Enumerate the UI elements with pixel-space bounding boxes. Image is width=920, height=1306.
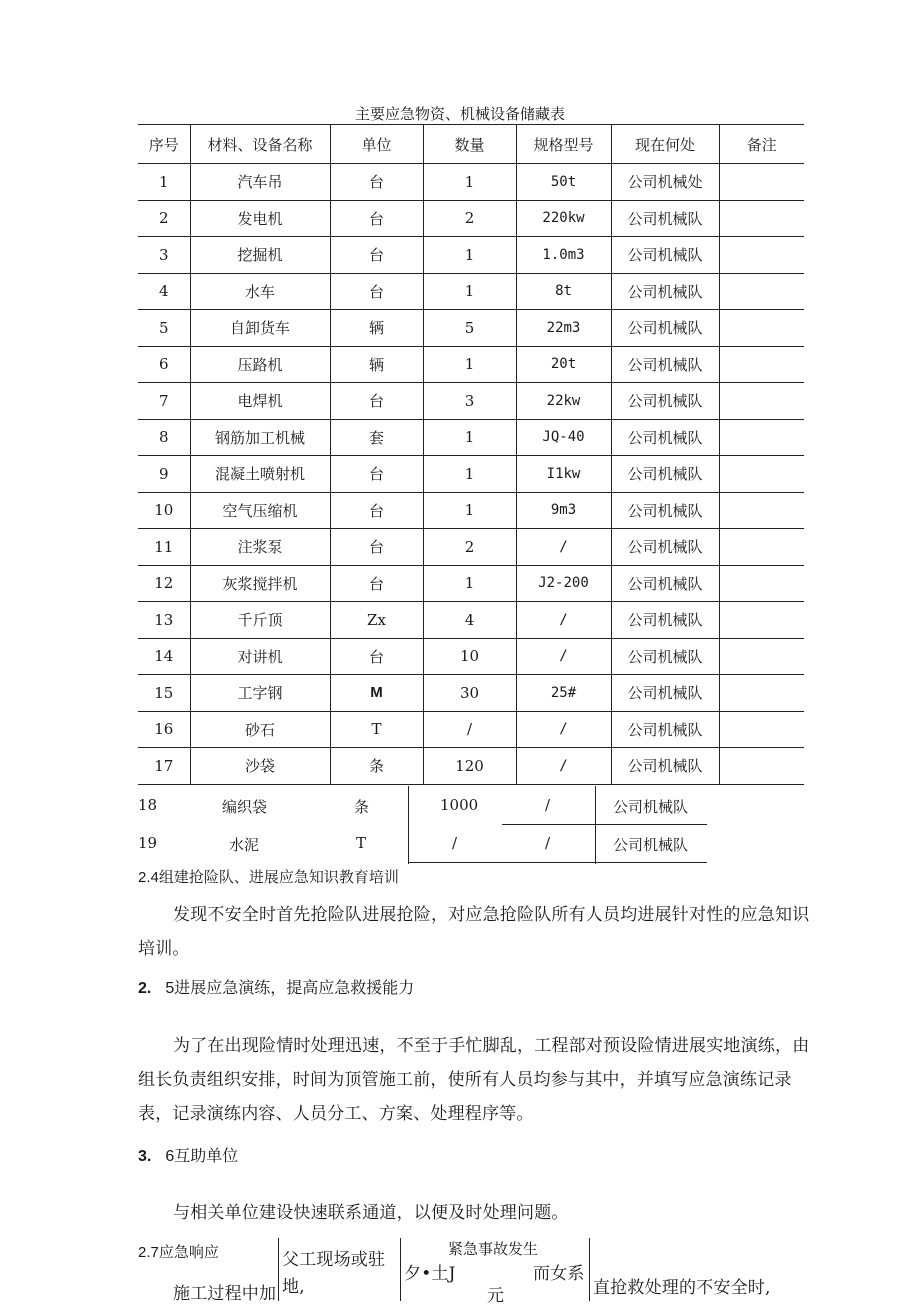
- flow-text: 夕•土J: [404, 1264, 456, 1284]
- cell-location: 公司机械队: [611, 310, 719, 347]
- table-row: [138, 310, 804, 347]
- cell-spec: 22kw: [516, 383, 611, 420]
- section-heading: 2.7应急响应: [138, 1244, 219, 1261]
- cell-note: [719, 456, 804, 493]
- cell-qty: 5: [423, 310, 516, 347]
- paragraph-line: 培训。: [138, 939, 190, 959]
- table-header-row: [138, 125, 804, 164]
- table-row: [138, 383, 804, 420]
- cell-index: 8: [138, 419, 190, 456]
- cell-index: 6: [138, 346, 190, 383]
- cell-name: 对讲机: [190, 638, 330, 675]
- cell-name: 混凝土喷射机: [190, 456, 330, 493]
- cell-name: 钢筋加工机械: [190, 419, 330, 456]
- header-cell: 数量: [423, 125, 516, 164]
- tail-row-unit: T: [356, 834, 367, 852]
- tail-row-location: 公司机械队: [613, 836, 689, 854]
- cell-unit: T: [330, 711, 423, 748]
- section-title: 6互助单位: [165, 1148, 239, 1165]
- cell-qty: 2: [423, 529, 516, 566]
- header-cell: 现在何处: [611, 125, 719, 164]
- cell-qty: 1: [423, 346, 516, 383]
- table-row: [138, 711, 804, 748]
- tail-row-unit: 条: [354, 798, 370, 816]
- cell-qty: 1: [423, 456, 516, 493]
- header-cell: 材料、设备名称: [190, 125, 330, 164]
- equipment-table: [138, 124, 804, 785]
- header-cell: 序号: [138, 125, 190, 164]
- cell-unit: 台: [330, 638, 423, 675]
- cell-spec: 25#: [516, 675, 611, 712]
- cell-spec: I1kw: [516, 456, 611, 493]
- cell-note: [719, 346, 804, 383]
- cell-location: 公司机械队: [611, 273, 719, 310]
- cell-location: 公司机械队: [611, 638, 719, 675]
- cell-location: 公司机械处: [611, 164, 719, 201]
- cell-spec: 20t: [516, 346, 611, 383]
- cell-qty: 1: [423, 565, 516, 602]
- flow-text: 元: [487, 1286, 505, 1306]
- cell-unit: 套: [330, 419, 423, 456]
- cell-location: 公司机械队: [611, 200, 719, 237]
- paragraph-line: 为了在出现险情时处理迅速，不至于手忙脚乱，工程部对预设险情进展实地演练，由: [173, 1036, 810, 1056]
- flow-text: 父工现场或驻: [282, 1250, 386, 1270]
- cell-qty: 120: [423, 748, 516, 785]
- cell-note: [719, 602, 804, 639]
- tail-divider: [502, 824, 707, 825]
- cell-qty: 1: [423, 419, 516, 456]
- cell-spec: 9m3: [516, 492, 611, 529]
- table-row: [138, 419, 804, 456]
- cell-note: [719, 200, 804, 237]
- cell-unit: 台: [330, 237, 423, 274]
- tail-row-name: 水泥: [229, 836, 260, 854]
- cell-unit: 台: [330, 273, 423, 310]
- cell-unit: 辆: [330, 310, 423, 347]
- cell-unit: 台: [330, 164, 423, 201]
- cell-name: 千斤顶: [190, 602, 330, 639]
- cell-note: [719, 492, 804, 529]
- cell-note: [719, 164, 804, 201]
- tail-divider: [595, 786, 596, 864]
- cell-note: [719, 711, 804, 748]
- cell-unit: 台: [330, 456, 423, 493]
- cell-name: 压路机: [190, 346, 330, 383]
- cell-index: 10: [138, 492, 190, 529]
- table-row: [138, 748, 804, 785]
- cell-spec: J2-200: [516, 565, 611, 602]
- cell-location: 公司机械队: [611, 748, 719, 785]
- cell-index: 3: [138, 237, 190, 274]
- cell-qty: 2: [423, 200, 516, 237]
- table-title: 主要应急物资、机械设备储藏表: [354, 105, 565, 123]
- cell-spec: /: [516, 529, 611, 566]
- cell-note: [719, 273, 804, 310]
- cell-location: 公司机械队: [611, 711, 719, 748]
- cell-index: 13: [138, 602, 190, 639]
- table-row: [138, 456, 804, 493]
- cell-location: 公司机械队: [611, 565, 719, 602]
- flow-bracket: [278, 1238, 279, 1301]
- cell-index: 1: [138, 164, 190, 201]
- cell-spec: 220kw: [516, 200, 611, 237]
- cell-unit: 台: [330, 529, 423, 566]
- cell-spec: /: [516, 748, 611, 785]
- table-row: [138, 273, 804, 310]
- cell-spec: 50t: [516, 164, 611, 201]
- cell-location: 公司机械队: [611, 456, 719, 493]
- cell-index: 4: [138, 273, 190, 310]
- table-row: [138, 638, 804, 675]
- table-row: [138, 675, 804, 712]
- cell-index: 7: [138, 383, 190, 420]
- tail-row-qty: 1000: [440, 796, 479, 814]
- cell-location: 公司机械队: [611, 602, 719, 639]
- paragraph-line: 表，记录演练内容、人员分工、方案、处理程序等。: [138, 1104, 534, 1124]
- flow-bracket: [589, 1238, 590, 1301]
- section-heading: [138, 1143, 238, 1166]
- flow-bracket: [400, 1238, 401, 1301]
- cell-unit: 辆: [330, 346, 423, 383]
- flow-text: 而女系: [533, 1264, 585, 1284]
- paragraph-line: 施工过程中加: [173, 1284, 277, 1304]
- cell-name: 沙袋: [190, 748, 330, 785]
- cell-index: 5: [138, 310, 190, 347]
- cell-qty: 3: [423, 383, 516, 420]
- paragraph-line: 与相关单位建设快速联系通道，以便及时处理问题。: [173, 1203, 569, 1223]
- header-cell: 规格型号: [516, 125, 611, 164]
- cell-spec: JQ-40: [516, 419, 611, 456]
- cell-location: 公司机械队: [611, 383, 719, 420]
- cell-name: 砂石: [190, 711, 330, 748]
- section-heading: 2.4组建抢险队、进展应急知识教育培训: [138, 869, 399, 886]
- table-row: [138, 492, 804, 529]
- cell-unit: 台: [330, 200, 423, 237]
- tail-row-index: 19: [138, 834, 158, 852]
- cell-index: 2: [138, 200, 190, 237]
- cell-index: 17: [138, 748, 190, 785]
- cell-index: 9: [138, 456, 190, 493]
- tail-row-location: 公司机械队: [613, 798, 689, 816]
- cell-location: 公司机械队: [611, 529, 719, 566]
- table-row: [138, 164, 804, 201]
- flow-text: 地,: [282, 1277, 305, 1297]
- paragraph-line: 发现不安全时首先抢险队进展抢险，对应急抢险队所有人员均进展针对性的应急知识: [173, 905, 810, 925]
- cell-note: [719, 565, 804, 602]
- tail-row-index: 18: [138, 796, 158, 814]
- cell-index: 15: [138, 675, 190, 712]
- cell-name: 灰浆搅拌机: [190, 565, 330, 602]
- cell-location: 公司机械队: [611, 346, 719, 383]
- cell-index: 14: [138, 638, 190, 675]
- cell-spec: /: [516, 602, 611, 639]
- cell-name: 电焊机: [190, 383, 330, 420]
- cell-note: [719, 383, 804, 420]
- section-number: 2.: [138, 980, 152, 997]
- cell-qty: /: [423, 711, 516, 748]
- cell-location: 公司机械队: [611, 237, 719, 274]
- table-row: [138, 346, 804, 383]
- tail-row-spec: /: [545, 834, 551, 852]
- cell-unit: Zx: [330, 602, 423, 639]
- section-number: 3.: [138, 1148, 152, 1165]
- cell-name: 空气压缩机: [190, 492, 330, 529]
- cell-qty: 1: [423, 164, 516, 201]
- table-row: [138, 529, 804, 566]
- section-title: 5进展应急演练，提高应急救援能力: [165, 980, 415, 997]
- cell-name: 注浆泵: [190, 529, 330, 566]
- header-cell: 单位: [330, 125, 423, 164]
- cell-unit: 台: [330, 383, 423, 420]
- cell-spec: 22m3: [516, 310, 611, 347]
- tail-row-name: 编织袋: [222, 798, 268, 816]
- cell-note: [719, 529, 804, 566]
- cell-note: [719, 237, 804, 274]
- cell-unit: 台: [330, 492, 423, 529]
- cell-unit: 条: [330, 748, 423, 785]
- cell-unit: 台: [330, 565, 423, 602]
- paragraph-line: 直抢救处理的不安全时,: [593, 1278, 771, 1298]
- cell-name: 发电机: [190, 200, 330, 237]
- cell-spec: /: [516, 711, 611, 748]
- cell-location: 公司机械队: [611, 492, 719, 529]
- cell-note: [719, 675, 804, 712]
- cell-qty: 4: [423, 602, 516, 639]
- cell-name: 自卸货车: [190, 310, 330, 347]
- cell-note: [719, 419, 804, 456]
- cell-spec: 1.0m3: [516, 237, 611, 274]
- tail-row-spec: /: [545, 796, 551, 814]
- cell-qty: 1: [423, 273, 516, 310]
- paragraph-line: 组长负责组织安排，时间为顶管施工前，使所有人员均参与其中，并填写应急演练记录: [138, 1070, 792, 1090]
- cell-name: 工字钢: [190, 675, 330, 712]
- cell-unit: M: [330, 675, 423, 712]
- tail-divider: [408, 862, 707, 863]
- section-heading: [138, 975, 414, 998]
- cell-qty: 1: [423, 492, 516, 529]
- tail-row-qty: /: [452, 834, 458, 852]
- cell-location: 公司机械队: [611, 675, 719, 712]
- cell-note: [719, 310, 804, 347]
- tail-divider: [408, 786, 409, 864]
- cell-qty: 1: [423, 237, 516, 274]
- cell-note: [719, 638, 804, 675]
- table-row: [138, 237, 804, 274]
- cell-note: [719, 748, 804, 785]
- cell-name: 水车: [190, 273, 330, 310]
- table-row: [138, 200, 804, 237]
- table-row: [138, 602, 804, 639]
- header-cell: 备注: [719, 125, 804, 164]
- cell-index: 11: [138, 529, 190, 566]
- flow-text: 紧急事故发生: [448, 1240, 539, 1258]
- cell-qty: 30: [423, 675, 516, 712]
- cell-qty: 10: [423, 638, 516, 675]
- cell-name: 汽车吊: [190, 164, 330, 201]
- cell-index: 16: [138, 711, 190, 748]
- table-row: [138, 565, 804, 602]
- cell-spec: /: [516, 638, 611, 675]
- cell-spec: 8t: [516, 273, 611, 310]
- cell-location: 公司机械队: [611, 419, 719, 456]
- cell-index: 12: [138, 565, 190, 602]
- cell-name: 挖掘机: [190, 237, 330, 274]
